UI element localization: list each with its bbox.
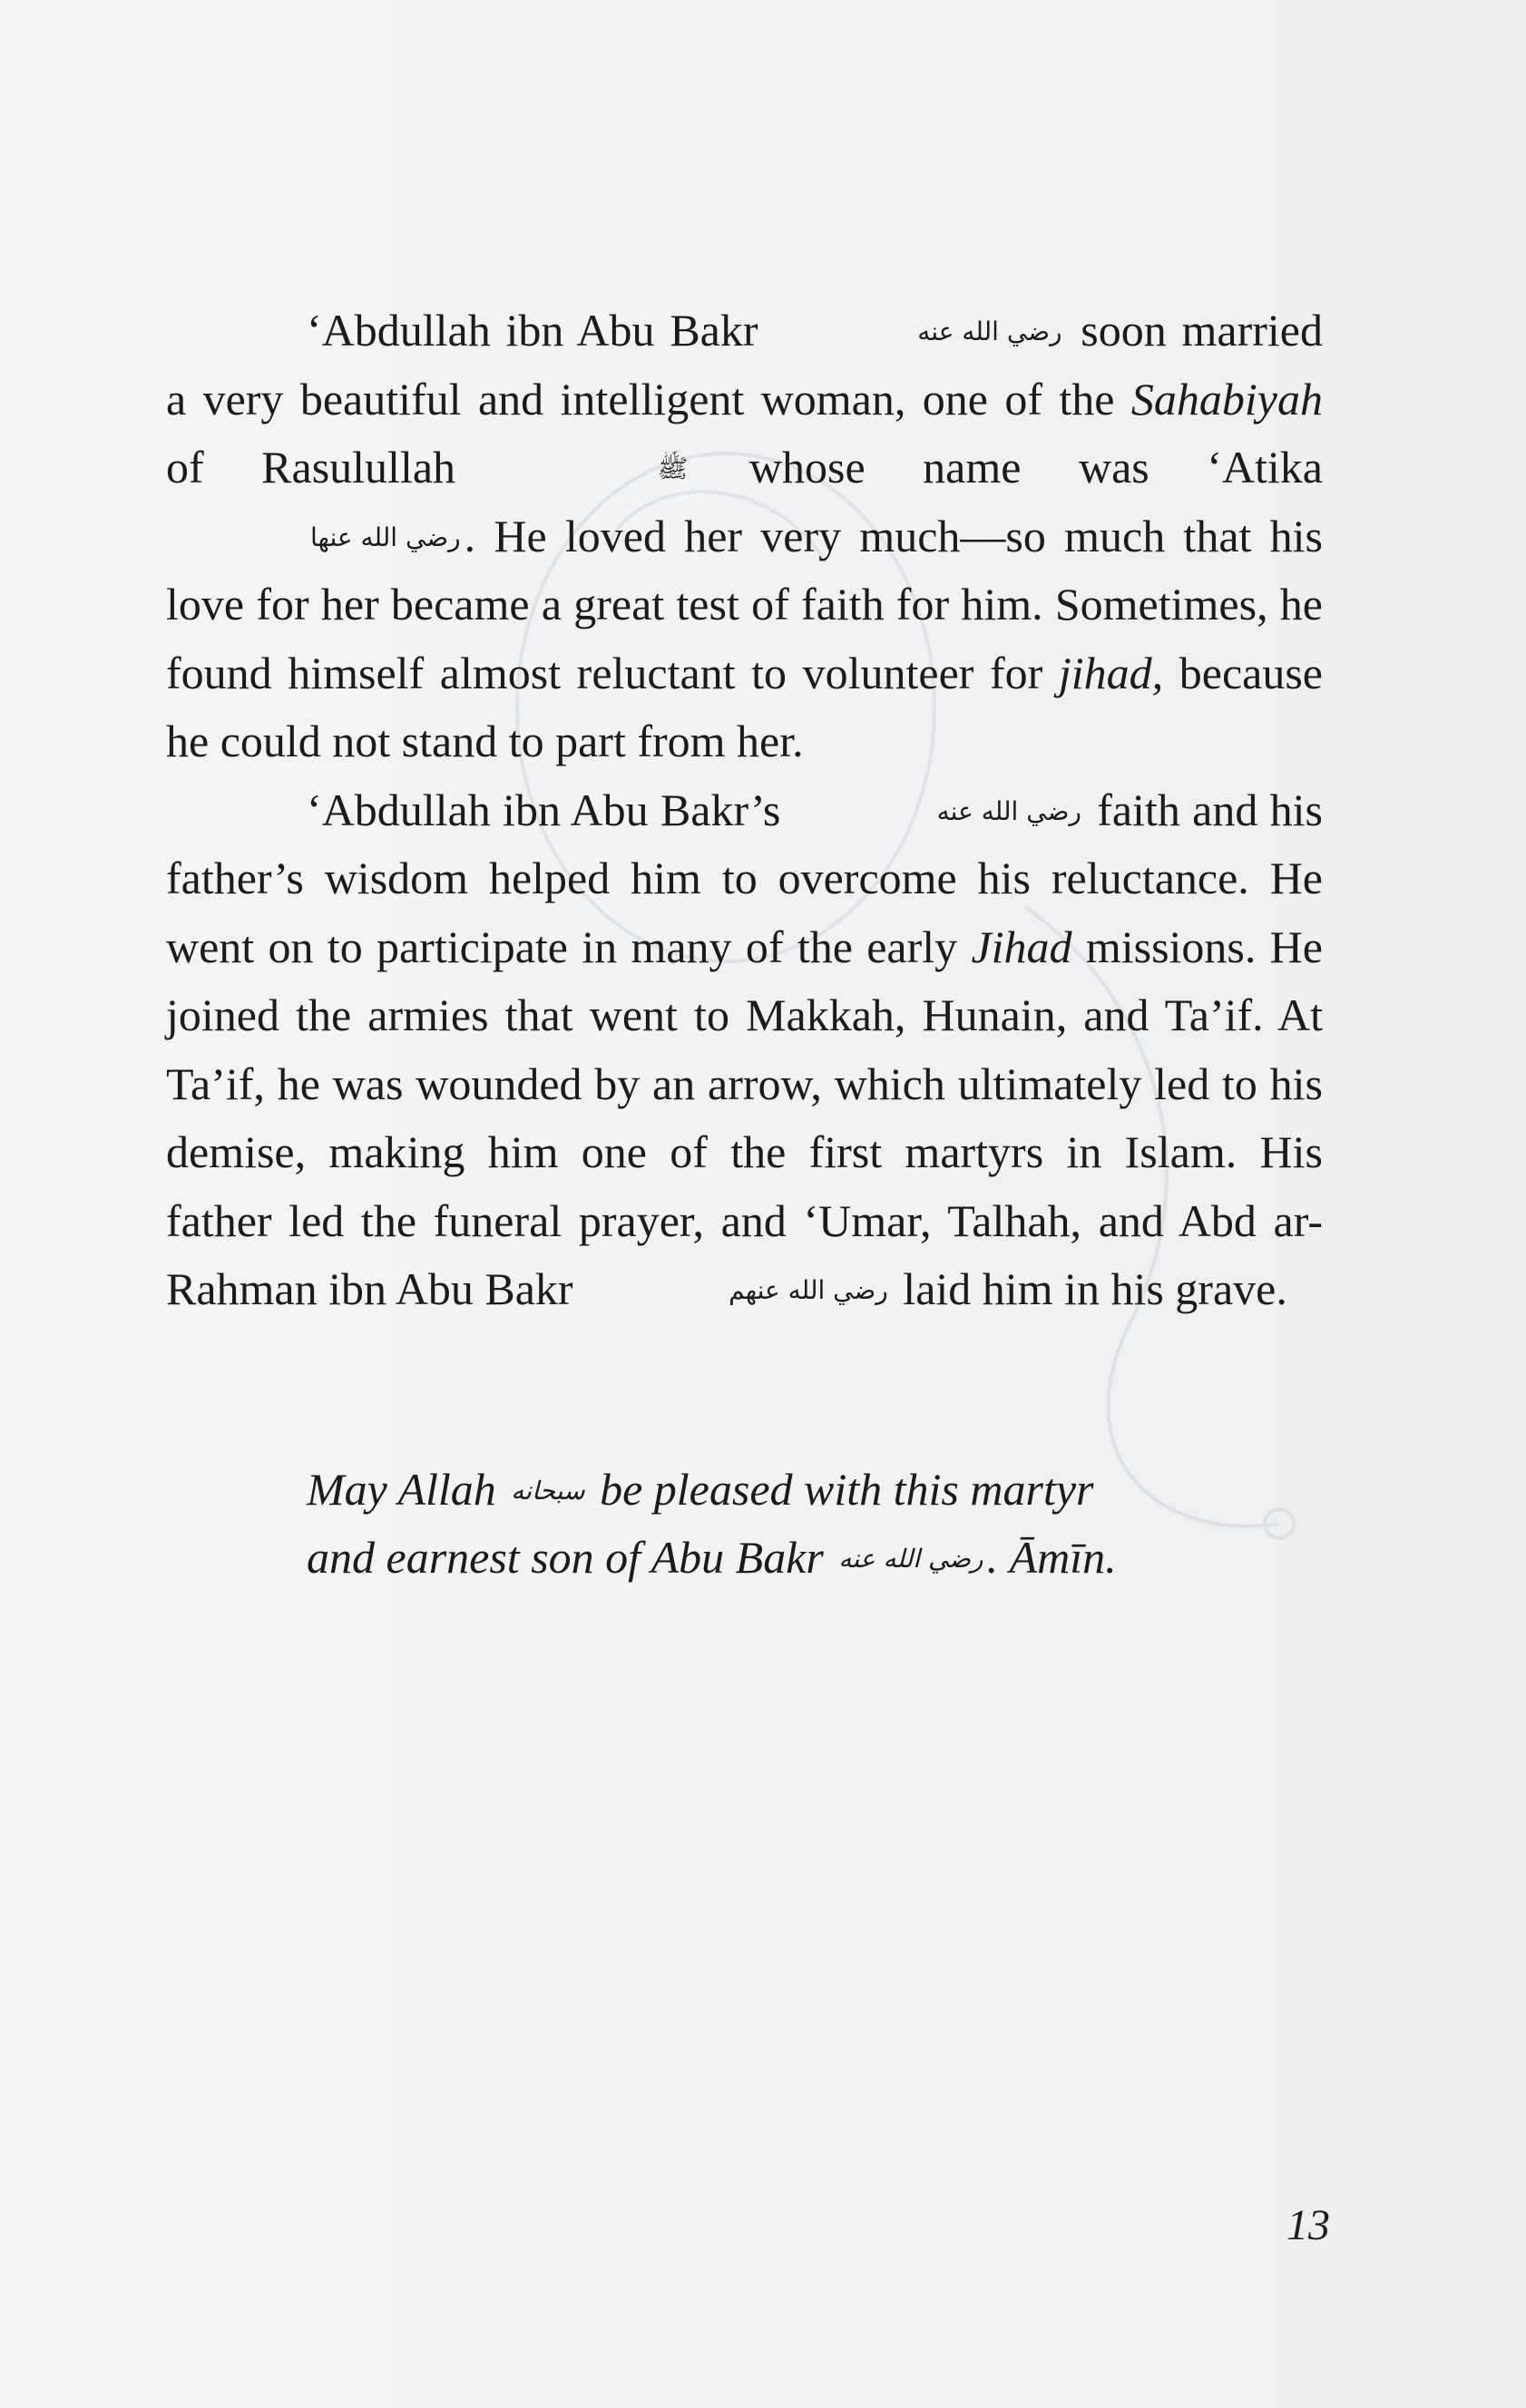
paragraph-text: . He loved her very much—so much that his love for her became a great test of faith for him. Sometimes, he found himself almost reluctant to volunteer for xyxy=(166,510,1323,698)
honorific-glyph: رضي الله عنهم xyxy=(729,1275,888,1305)
page-number: 13 xyxy=(1286,2201,1330,2249)
closing-line-2 xyxy=(307,1524,1117,1592)
paragraph xyxy=(166,297,1323,776)
closing-line-1-end: be pleased with this martyr xyxy=(588,1464,1094,1515)
closing-line-1-start: May Allah xyxy=(307,1464,508,1515)
closing-line-2-start: and earnest son of Abu Bakr xyxy=(307,1532,836,1583)
body-text xyxy=(166,297,1323,1324)
paragraph-text: of Rasulullah xyxy=(166,442,514,492)
paragraph-text: whose name was ‘Atika xyxy=(691,442,1323,492)
italic-term: Sahabiyah xyxy=(1130,373,1323,424)
closing-line-2-end: . Āmīn. xyxy=(986,1532,1117,1583)
honorific-glyph: سبحانه xyxy=(511,1476,585,1506)
honorific-glyph: رضي الله عنه xyxy=(917,317,1062,346)
paragraph-text: soon married a very beautiful and intelligent woman, one of the xyxy=(166,305,1323,424)
paragraph-text: ‘Abdullah ibn Abu Bakr xyxy=(307,305,774,356)
paragraph-text: ‘Abdullah ibn Abu Bakr’s xyxy=(307,784,793,835)
honorific-glyph: رضي الله عنه xyxy=(936,795,1081,826)
paragraph-text: faith and his father’s wisdom helped him to overcome his reluctance. He went on to participate in many of the early xyxy=(166,784,1324,972)
honorific-glyph: رضي الله عنها xyxy=(310,522,461,552)
honorific-glyph: رضي الله عنه xyxy=(838,1544,983,1574)
italic-term: Jihad xyxy=(971,921,1072,972)
closing-line-1 xyxy=(307,1456,1117,1524)
italic-term: jihad, xyxy=(1058,647,1164,698)
paragraph xyxy=(166,776,1323,1324)
paragraph-text: because he could not stand to part from her. xyxy=(166,647,1323,766)
closing-prayer xyxy=(307,1456,1117,1592)
honorific-glyph: ﷺ xyxy=(657,453,689,483)
paragraph-text: missions. He joined the armies that went to Makkah, Hunain, and Ta’if. At Ta’if, he was wounded by an arrow, which ultimately led to his demise, making him one of the first martyrs in Islam. His father led the funeral prayer, and ‘Umar, Talhah, and Abd ar-Rahman ibn Abu Bakr xyxy=(166,921,1323,1314)
paragraph-text: laid him in his grave. xyxy=(891,1263,1287,1314)
